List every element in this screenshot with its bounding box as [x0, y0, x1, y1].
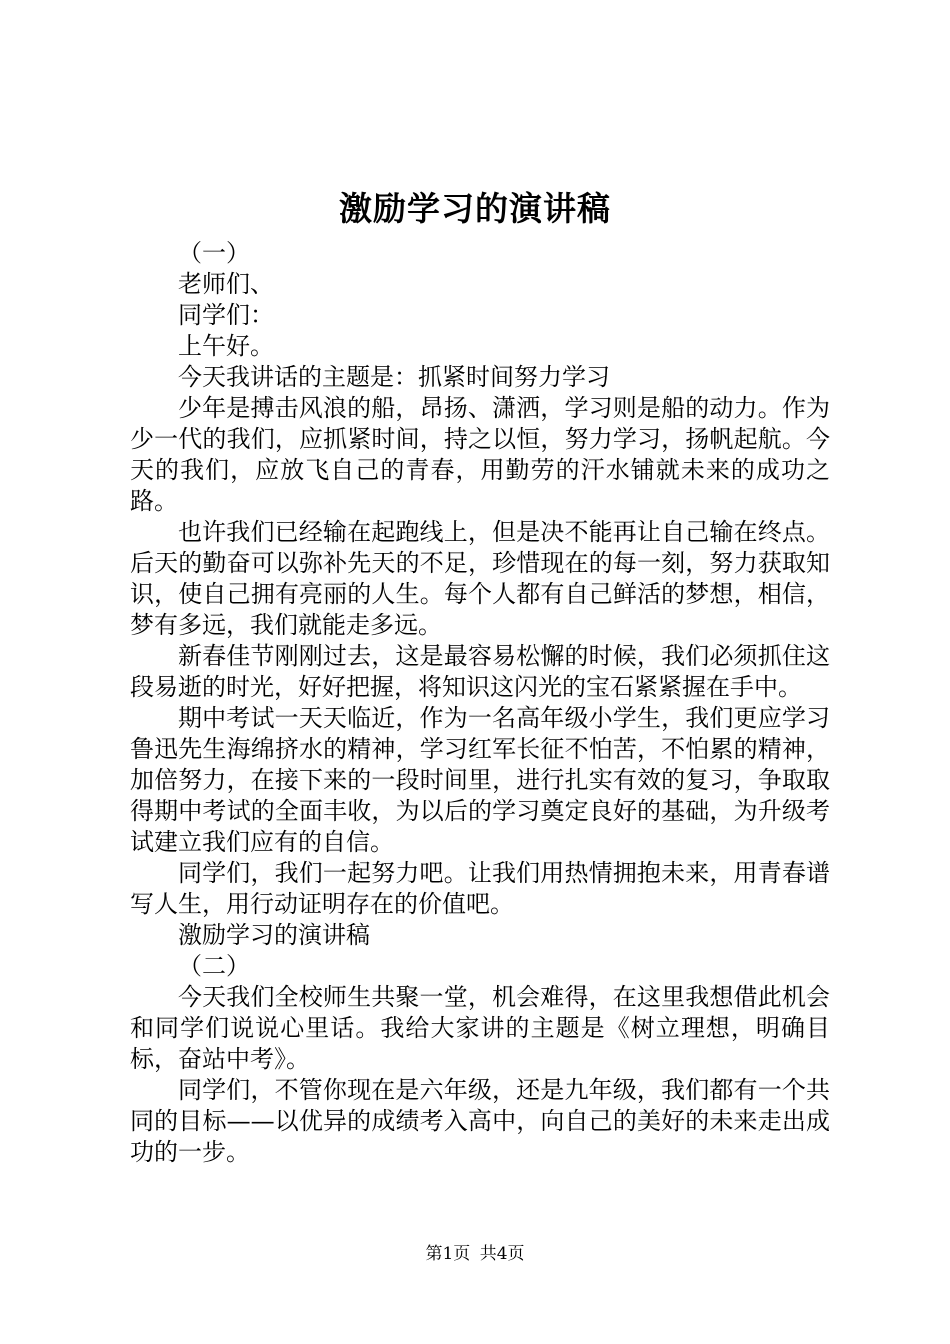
paragraph-body: 同学们，不管你现在是六年级，还是九年级，我们都有一个共同的目标——以优异的成绩考入高中，向自己的美好的未来走出成功的一步。	[130, 1076, 830, 1166]
paragraph-good-morning: 上午好。	[178, 332, 274, 360]
paragraph-section-two-marker: （二）	[178, 952, 250, 980]
page-total: 共4页	[479, 1244, 525, 1264]
paragraph-section-one-marker: （一）	[178, 239, 250, 267]
paragraph-topic: 今天我讲话的主题是：抓紧时间努力学习	[178, 363, 610, 391]
page-footer	[0, 1242, 950, 1266]
paragraph-body: 也许我们已经输在起跑线上，但是决不能再让自己输在终点。后天的勤奋可以弥补先天的不足，珍惜现在的每一刻，努力获取知识，使自己拥有亮丽的人生。每个人都有自己鲜活的梦想，相信，梦有多远，我们就能走多远。	[130, 518, 830, 639]
document-body	[130, 238, 830, 1168]
paragraph-body: 新春佳节刚刚过去，这是最容易松懈的时候，我们必须抓住这段易逝的时光，好好把握，将知识这闪光的宝石紧紧握在手中。	[130, 642, 830, 701]
paragraph-body: 今天我们全校师生共聚一堂，机会难得，在这里我想借此机会和同学们说说心里话。我给大家讲的主题是《树立理想，明确目标，奋站中考》。	[130, 983, 830, 1073]
document-title: 激励学习的演讲稿	[339, 189, 611, 228]
page-number: 第1页	[425, 1244, 471, 1264]
paragraph-body: 期中考试一天天临近，作为一名高年级小学生，我们更应学习鲁迅先生海绵挤水的精神，学习红军长征不怕苦，不怕累的精神，加倍努力，在接下来的一段时间里，进行扎实有效的复习，争取取得期中考试的全面丰收，为以后的学习奠定良好的基础，为升级考试建立我们应有的自信。	[130, 704, 830, 856]
paragraph-greeting-students: 同学们：	[178, 301, 274, 329]
paragraph-subtitle: 激励学习的演讲稿	[178, 921, 370, 949]
paragraph-greeting-teachers: 老师们、	[178, 270, 274, 298]
paragraph-body: 少年是搏击风浪的船，昂扬、潇洒，学习则是船的动力。作为少一代的我们，应抓紧时间，持之以恒，努力学习，扬帆起航。今天的我们，应放飞自己的青春，用勤劳的汗水铺就未来的成功之路。	[130, 394, 830, 515]
paragraph-body: 同学们，我们一起努力吧。让我们用热情拥抱未来，用青春谱写人生，用行动证明存在的价值吧。	[130, 859, 830, 918]
